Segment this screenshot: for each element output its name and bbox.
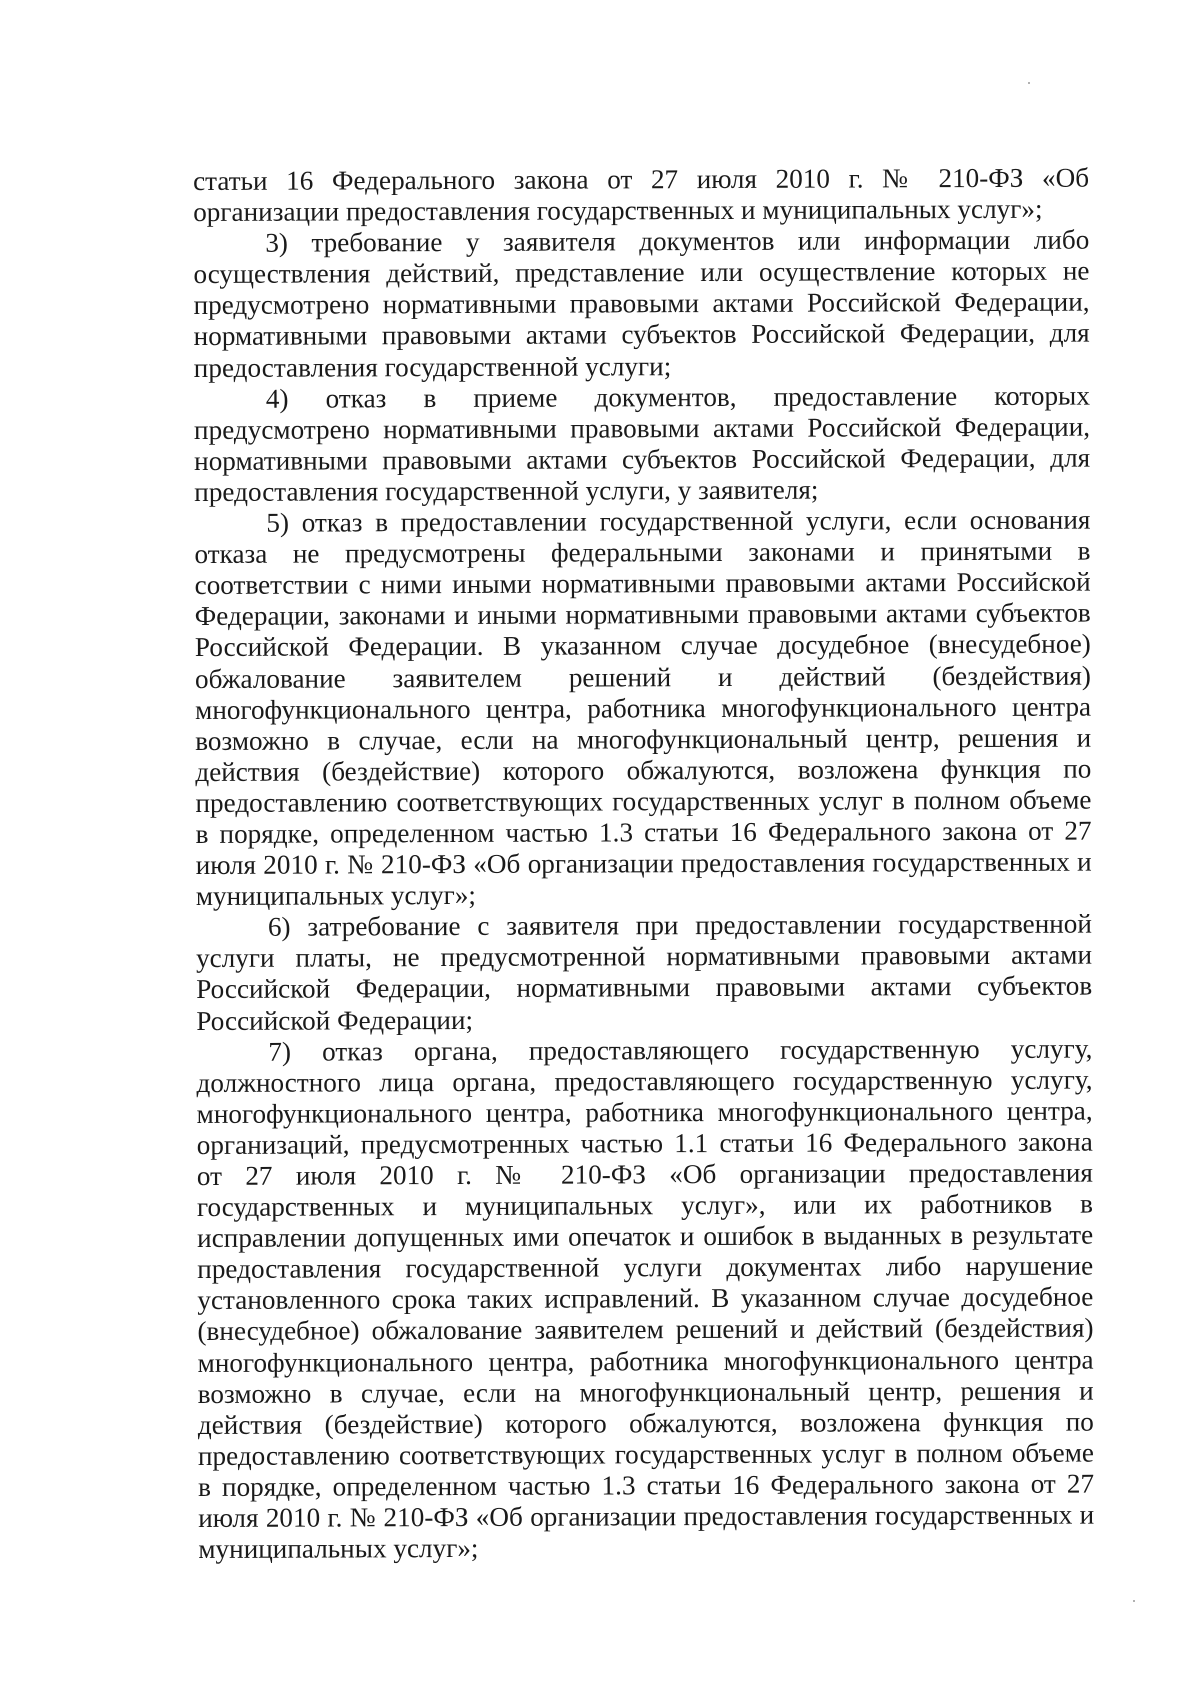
document-body [193, 163, 1094, 1566]
paragraph-item-4: 4) отказ в приеме документов, предоставление которых предусмотрено нормативными правовыми актами Российской Федерации, нормативными правовыми актами субъектов Российской Федерации, для предоставления государственной услуги, у заявителя; [193, 380, 1091, 507]
paragraph-continuation: статьи 16 Федерального закона от 27 июля 2010 г. № 210-ФЗ «Об организации предоставления государственных и муниципальных услуг»; [193, 162, 1090, 228]
paragraph-item-6: 6) затребование с заявителя при предоставлении государственной услуги платы, не предусмотренной нормативными правовыми актами Российской Федерации, нормативными правовыми актами субъектов Российской Федерации; [195, 908, 1093, 1036]
paragraph-item-5: 5) отказ в предоставлении государственной услуги, если основания отказа не предусмотрены федеральными законами и принятыми в соответствии с ними иными нормативными правовыми актами Российской Федерации, законами и иными нормативными правовыми актами субъектов Российской Федерации. В указанном случае досудебное (внесудебное) обжалование заявителем решений и действий (бездействия) многофункционального центра, работника многофункционального центра возможно в случае, если на многофункциональный центр, решения и действия (бездействие) которого обжалуются, возложена функция по предоставлению соответствующих государственных услуг в полном объеме в порядке, определенном частью 1.3 статьи 16 Федерального закона от 27 июля 2010 г. № 210-ФЗ «Об организации предоставления государственных и муниципальных услуг»; [194, 504, 1092, 912]
scan-speck [1133, 1600, 1135, 1602]
paragraph-item-7: 7) отказ органа, предоставляющего государственную услугу, должностного лица органа, предоставляющего государственную услугу, многофункционального центра, работника многофункционального центра, организаций, предусмотренных частью 1.1 статьи 16 Федерального закона от 27 июля 2010 г. № 210-ФЗ «Об организации предоставления государственных и муниципальных услуг», или их работников в исправлении допущенных ими опечаток и ошибок в выданных в результате предоставления государственной услуги документах либо нарушение установленного срока таких исправлений. В указанном случае досудебное (внесудебное) обжалование заявителем решений и действий (бездействия) многофункционального центра, работника многофункционального центра возможно в случае, если на многофункциональный центр, решения и действия (бездействие) которого обжалуются, возложена функция по предоставлению соответствующих государственных услуг в полном объеме в порядке, определенном частью 1.3 статьи 16 Федерального закона от 27 июля 2010 г. № 210-ФЗ «Об организации предоставления государственных и муниципальных услуг»; [196, 1033, 1095, 1565]
scan-speck [1028, 82, 1030, 84]
paragraph-item-3: 3) требование у заявителя документов или информации либо осуществления действий, представление или осуществление которых не предусмотрено нормативными правовыми актами Российской Федерации, нормативными правовыми актами субъектов Российской Федерации, для предоставления государственной услуги; [193, 224, 1090, 383]
